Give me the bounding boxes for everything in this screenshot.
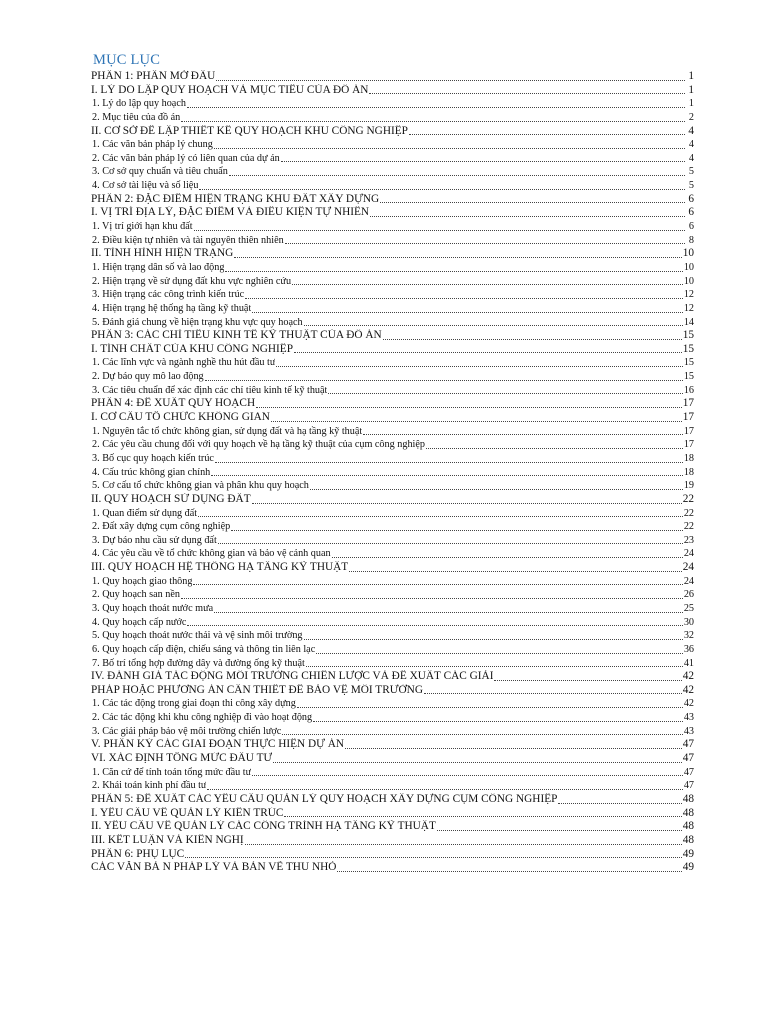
toc-page-number: 18 xyxy=(683,466,694,478)
toc-page-number: 15 xyxy=(682,329,694,342)
toc-page-number: 47 xyxy=(683,766,694,778)
dot-leader xyxy=(437,821,682,831)
dot-leader xyxy=(229,166,685,176)
toc-entry-text: 3. Các giải pháp bảo vệ môi trường chiến lược xyxy=(92,725,282,737)
toc-entry-text: 1. Các tác động trong giai đoạn thi công xây dựng xyxy=(92,698,296,710)
toc-page-number: 17 xyxy=(682,397,694,410)
dot-leader xyxy=(297,698,683,708)
dot-leader xyxy=(181,112,685,122)
toc-page-number: 4 xyxy=(688,152,694,164)
dot-leader xyxy=(337,862,681,872)
toc-page-number: 6 xyxy=(688,206,694,219)
toc-entry[interactable] xyxy=(91,220,694,234)
toc-page-number: 17 xyxy=(682,411,694,424)
dot-leader xyxy=(211,466,683,476)
toc-entry-text: PHẦN 4: ĐỀ XUẤT QUY HOẠCH xyxy=(91,397,256,410)
dot-leader xyxy=(194,221,685,231)
toc-entry[interactable] xyxy=(91,384,694,398)
dot-leader xyxy=(218,534,683,544)
toc-page-number: 2 xyxy=(688,111,694,123)
dot-leader xyxy=(409,125,685,135)
toc-page-number: 18 xyxy=(683,452,694,464)
toc-entry-text: 2. Các yêu cầu chung đối với quy hoạch về hạ tầng kỹ thuật của cụm công nghiệp xyxy=(92,439,425,451)
toc-entry[interactable] xyxy=(91,779,694,793)
toc-entry-text: I. LÝ DO LẬP QUY HOẠCH VÀ MỤC TIÊU CỦA ĐỒ ÁN xyxy=(91,83,369,96)
dot-leader xyxy=(284,807,681,817)
dot-leader xyxy=(380,193,685,203)
toc-entry[interactable] xyxy=(91,138,694,152)
toc-entry[interactable] xyxy=(91,234,694,248)
toc-entry-text: 3. Hiện trạng các công trình kiến trúc xyxy=(92,289,245,301)
dot-leader xyxy=(198,507,683,517)
toc-entry[interactable] xyxy=(91,643,694,657)
toc-entry-text: PHẦN 5: ĐỀ XUẤT CÁC YÊU CẦU QUẢN LÝ QUY HOẠCH XÂY DỰNG CỤM CÔNG NGHIỆP xyxy=(91,792,558,805)
toc-entry-text: 1. Quy hoạch giao thông xyxy=(92,575,193,587)
toc-entry[interactable] xyxy=(91,588,694,602)
toc-page-number: 47 xyxy=(682,752,694,765)
toc-page-number: 48 xyxy=(682,806,694,819)
toc-page-number: 12 xyxy=(683,302,694,314)
toc-entry[interactable] xyxy=(91,547,694,561)
toc-entry[interactable] xyxy=(91,193,694,207)
toc-entry-text: PHẦN 6: PHỤ LỤC xyxy=(91,847,185,860)
toc-page-number: 19 xyxy=(683,480,694,492)
dot-leader xyxy=(282,725,683,735)
toc-entry[interactable] xyxy=(91,152,694,166)
toc-entry-text: 2. Dự báo quy mô lao động xyxy=(92,371,204,383)
toc-page-number: 10 xyxy=(682,247,694,260)
toc-entry-text: 5. Đánh giá chung về hiện trạng khu vực quy hoạch xyxy=(92,316,303,328)
toc-page-number: 42 xyxy=(682,670,694,683)
dot-leader xyxy=(252,303,683,313)
toc-entry-text: V. PHÂN KỲ CÁC GIAI ĐOẠN THỰC HIỆN DỰ ÁN xyxy=(91,738,345,751)
dot-leader xyxy=(205,371,683,381)
dot-leader xyxy=(294,343,682,353)
toc-entry-text: I. VỊ TRÍ ĐỊA LÝ, ĐẶC ĐIỂM VÀ ĐIỀU KIỆN TỰ NHIÊN xyxy=(91,206,370,219)
toc-entry[interactable] xyxy=(91,70,694,84)
toc-page-number: 5 xyxy=(688,166,694,178)
toc-entry[interactable] xyxy=(91,316,694,330)
toc-entry-text: 3. Quy hoạch thoát nước mưa xyxy=(92,602,214,614)
toc-page-number: 42 xyxy=(682,683,694,696)
dot-leader xyxy=(370,207,685,217)
toc-entry[interactable] xyxy=(91,507,694,521)
toc-entry[interactable] xyxy=(91,793,694,807)
toc-entry-text: 3. Các tiêu chuẩn để xác định các chỉ tiêu kinh tế kỹ thuật xyxy=(92,384,328,396)
dot-leader xyxy=(214,603,683,613)
toc-page-number: 8 xyxy=(688,234,694,246)
toc-entry[interactable] xyxy=(91,766,694,780)
toc-entry-text: III. QUY HOẠCH HỆ THỐNG HẠ TẦNG KỸ THUẬT xyxy=(91,561,349,574)
toc-entry[interactable] xyxy=(91,848,694,862)
toc-page-number: 30 xyxy=(683,616,694,628)
toc-page-number: 22 xyxy=(683,521,694,533)
dot-leader xyxy=(494,671,681,681)
toc-page-number: 47 xyxy=(682,738,694,751)
toc-entry[interactable] xyxy=(91,561,694,575)
toc-entry[interactable] xyxy=(91,711,694,725)
toc-entry-text: PHÁP HOẶC PHƯƠNG ÁN CẦN THIẾT ĐỂ BẢO VỆ MÔI TRƯỜNG xyxy=(91,683,423,696)
dot-leader xyxy=(558,794,681,804)
toc-entry[interactable] xyxy=(91,602,694,616)
toc-page-number: 1 xyxy=(688,70,694,82)
toc-entry[interactable] xyxy=(91,288,694,302)
toc-entry-text: 2. Khái toán kinh phí đầu tư xyxy=(92,780,207,792)
toc-entry-text: II. CƠ SỞ ĐỂ LẬP THIẾT KẾ QUY HOẠCH KHU CÔNG NGHIỆP xyxy=(91,124,408,137)
toc-page-number: 48 xyxy=(682,820,694,833)
toc-entry-text: 4. Hiện trạng hệ thống hạ tầng kỹ thuật xyxy=(92,302,252,314)
toc-entry-text: 4. Cấu trúc không gian chính xyxy=(92,466,211,478)
toc-page-number: 1 xyxy=(688,98,694,110)
dot-leader xyxy=(181,589,683,599)
toc-entry[interactable] xyxy=(91,479,694,493)
toc-page-number: 14 xyxy=(683,316,694,328)
dot-leader xyxy=(252,766,683,776)
dot-leader xyxy=(304,316,683,326)
toc-entry-text: 2. Quy hoạch san nền xyxy=(92,589,180,601)
dot-leader xyxy=(328,384,682,394)
toc-page-number: 10 xyxy=(683,275,694,287)
toc-page-number: 49 xyxy=(682,847,694,860)
dot-leader xyxy=(285,234,685,244)
toc-entry[interactable] xyxy=(91,438,694,452)
dot-leader xyxy=(383,330,682,340)
dot-leader xyxy=(256,398,682,408)
toc-entry-text: PHẦN 3: CÁC CHỈ TIÊU KINH TẾ KỸ THUẬT CỦA ĐỒ ÁN xyxy=(91,329,382,342)
dot-leader xyxy=(193,575,682,585)
toc-page-number: 15 xyxy=(683,371,694,383)
toc-page-number: 24 xyxy=(683,575,694,587)
toc-entry-text: PHẦN 2: ĐẶC ĐIỂM HIỆN TRẠNG KHU ĐẤT XÂY DỰNG xyxy=(91,192,380,205)
toc-entry-text: 1. Các lĩnh vực và ngành nghề thu hút đầu tư xyxy=(92,357,276,369)
toc-entry[interactable] xyxy=(91,807,694,821)
toc-page-number: 22 xyxy=(683,507,694,519)
toc-entry-text: 4. Quy hoạch cấp nước xyxy=(92,616,187,628)
toc-page-number: 1 xyxy=(688,83,694,96)
toc-entry-text: 1. Căn cứ để tính toán tổng mức đầu tư xyxy=(92,766,252,778)
toc-entry-text: 1. Lý do lập quy hoạch xyxy=(92,98,186,110)
toc-entry-text: 5. Quy hoạch thoát nước thải và vệ sinh môi trường xyxy=(92,630,303,642)
toc-entry[interactable] xyxy=(91,179,694,193)
dot-leader xyxy=(276,357,682,367)
toc-page-number: 48 xyxy=(682,792,694,805)
toc-entry[interactable] xyxy=(91,343,694,357)
dot-leader xyxy=(345,739,682,749)
dot-leader xyxy=(313,712,683,722)
dot-leader xyxy=(231,521,683,531)
toc-page-number: 16 xyxy=(683,384,694,396)
toc-entry-text: 7. Bố trí tổng hợp đường dây và đường ống kỹ thuật xyxy=(92,657,305,669)
dot-leader xyxy=(281,152,685,162)
toc-page-number: 42 xyxy=(683,698,694,710)
toc-page-number: 43 xyxy=(683,725,694,737)
toc-entry[interactable] xyxy=(91,684,694,698)
toc-entry[interactable] xyxy=(91,261,694,275)
dot-leader xyxy=(252,494,682,504)
toc-entry[interactable] xyxy=(91,834,694,848)
toc-entry[interactable] xyxy=(91,861,694,875)
toc-entry[interactable] xyxy=(91,493,694,507)
toc-page-number: 10 xyxy=(683,261,694,273)
dot-leader xyxy=(199,180,685,190)
toc-entry[interactable] xyxy=(91,466,694,480)
toc-entry-text: III. KẾT LUẬN VÀ KIẾN NGHỊ xyxy=(91,833,244,846)
toc-entry[interactable] xyxy=(91,520,694,534)
toc-entry-text: 2. Mục tiêu của đồ án xyxy=(92,111,181,123)
toc-entry-text: CÁC VĂN BẢ N PHÁP LÝ VÀ BẢN VẼ THU NHỎ xyxy=(91,861,337,874)
toc-entry-text: IV. ĐÁNH GIÁ TÁC ĐỘNG MÔI TRƯỜNG CHIẾN LƯỢC VÀ ĐỀ XUẤT CÁC GIẢI xyxy=(91,670,494,683)
toc-entry[interactable] xyxy=(91,84,694,98)
toc-entry[interactable] xyxy=(91,247,694,261)
toc-entry-text: 3. Cơ sở quy chuẩn và tiêu chuẩn xyxy=(92,166,228,178)
dot-leader xyxy=(187,616,682,626)
toc-page-number: 15 xyxy=(683,357,694,369)
toc-page-number: 26 xyxy=(683,589,694,601)
toc-page-number: 36 xyxy=(683,643,694,655)
dot-leader xyxy=(215,453,683,463)
toc-entry-text: 5. Cơ cấu tổ chức không gian và phân khu quy hoạch xyxy=(92,480,309,492)
dot-leader xyxy=(225,262,682,272)
toc-page-number: 22 xyxy=(682,492,694,505)
toc-entry-text: 1. Vị trí giới hạn khu đất xyxy=(92,221,193,233)
dot-leader xyxy=(306,657,683,667)
toc-entry[interactable] xyxy=(91,275,694,289)
dot-leader xyxy=(216,71,685,81)
toc-entry[interactable] xyxy=(91,657,694,671)
toc-page-number: 12 xyxy=(683,289,694,301)
toc-entry[interactable] xyxy=(91,697,694,711)
dot-leader xyxy=(273,753,681,763)
dot-leader xyxy=(234,248,681,258)
dot-leader xyxy=(332,548,683,558)
toc-entry-text: I. CƠ CẤU TỔ CHỨC KHÔNG GIAN xyxy=(91,411,270,424)
table-of-contents xyxy=(91,70,694,875)
toc-page-number: 49 xyxy=(682,861,694,874)
dot-leader xyxy=(187,98,685,108)
toc-entry-text: 1. Các văn bản pháp lý chung xyxy=(92,139,213,151)
dot-leader xyxy=(363,425,683,435)
toc-entry-text: 1. Hiện trạng dân số và lao động xyxy=(92,261,225,273)
dot-leader xyxy=(245,289,683,299)
toc-page-number: 48 xyxy=(682,833,694,846)
dot-leader xyxy=(369,84,685,94)
toc-entry[interactable] xyxy=(91,629,694,643)
toc-entry[interactable] xyxy=(91,165,694,179)
toc-page-number: 15 xyxy=(682,342,694,355)
dot-leader xyxy=(349,562,682,572)
toc-entry[interactable] xyxy=(91,820,694,834)
toc-page-number: 6 xyxy=(688,192,694,205)
toc-page-number: 32 xyxy=(683,630,694,642)
toc-page-number: 24 xyxy=(682,561,694,574)
toc-entry[interactable] xyxy=(91,425,694,439)
toc-entry-text: I. YÊU CẦU VỀ QUẢN LÝ KIẾN TRÚC xyxy=(91,806,284,819)
toc-entry[interactable] xyxy=(91,397,694,411)
toc-entry[interactable] xyxy=(91,752,694,766)
toc-page-number: 41 xyxy=(683,657,694,669)
toc-entry[interactable] xyxy=(91,356,694,370)
toc-entry-text: 2. Các văn bản pháp lý có liên quan của dự án xyxy=(92,152,280,164)
toc-page-number: 25 xyxy=(683,602,694,614)
dot-leader xyxy=(207,780,682,790)
toc-entry[interactable] xyxy=(91,575,694,589)
toc-page-number: 23 xyxy=(683,534,694,546)
toc-page-number: 43 xyxy=(683,712,694,724)
dot-leader xyxy=(271,412,682,422)
toc-entry-text: 2. Các tác động khi khu công nghiệp đi vào hoạt động xyxy=(92,712,313,724)
toc-entry[interactable] xyxy=(91,738,694,752)
dot-leader xyxy=(245,835,682,845)
toc-entry-text: 2. Đất xây dựng cụm công nghiệp xyxy=(92,521,231,533)
toc-page-number: 17 xyxy=(683,439,694,451)
toc-entry-text: I. TÍNH CHẤT CỦA KHU CÔNG NGHIỆP xyxy=(91,342,293,355)
toc-entry-text: 1. Quan điểm sử dụng đất xyxy=(92,507,198,519)
toc-entry-text: VI. XÁC ĐỊNH TỔNG MỨC ĐẦU TƯ xyxy=(91,752,273,765)
toc-entry-text: 2. Hiện trạng về sử dụng đất khu vực nghiên cứu xyxy=(92,275,292,287)
dot-leader xyxy=(304,630,683,640)
toc-entry[interactable] xyxy=(91,111,694,125)
toc-entry[interactable] xyxy=(91,452,694,466)
toc-page-number: 4 xyxy=(688,124,694,137)
dot-leader xyxy=(292,275,683,285)
toc-entry-text: 6. Quy hoạch cấp điện, chiếu sáng và thông tin liên lạc xyxy=(92,643,316,655)
toc-entry-text: PHẦN 1: PHẦN MỞ ĐẦU xyxy=(91,70,216,82)
dot-leader xyxy=(310,480,683,490)
toc-entry-text: II. TÌNH HÌNH HIỆN TRẠNG xyxy=(91,247,234,260)
toc-entry[interactable] xyxy=(91,411,694,425)
dot-leader xyxy=(426,439,683,449)
dot-leader xyxy=(214,139,685,149)
toc-entry-text: 3. Bố cục quy hoạch kiến trúc xyxy=(92,452,214,464)
toc-entry[interactable] xyxy=(91,125,694,139)
toc-entry[interactable] xyxy=(91,670,694,684)
toc-entry-text: 3. Dự báo nhu cầu sử dụng đất xyxy=(92,534,217,546)
toc-page-number: 17 xyxy=(683,425,694,437)
dot-leader xyxy=(185,848,681,858)
toc-entry-text: 4. Các yêu cầu về tổ chức không gian và bảo vệ cảnh quan xyxy=(92,548,331,560)
toc-page-number: 24 xyxy=(683,548,694,560)
toc-entry-text: 1. Nguyên tắc tổ chức không gian, sử dụng đất và hạ tầng kỹ thuật xyxy=(92,425,363,437)
toc-title: MỤC LỤC xyxy=(93,52,161,68)
dot-leader xyxy=(424,684,682,694)
toc-entry-text: II. YÊU CẦU VỀ QUẢN LÝ CÁC CÔNG TRÌNH HẠ TẦNG KỸ THUẬT xyxy=(91,820,436,833)
dot-leader xyxy=(316,644,683,654)
toc-page-number: 5 xyxy=(688,180,694,192)
toc-entry-text: 4. Cơ sở tài liệu và số liệu xyxy=(92,180,199,192)
toc-entry[interactable] xyxy=(91,97,694,111)
toc-entry[interactable] xyxy=(91,616,694,630)
toc-entry[interactable] xyxy=(91,302,694,316)
toc-entry[interactable] xyxy=(91,206,694,220)
toc-entry[interactable] xyxy=(91,370,694,384)
toc-entry[interactable] xyxy=(91,329,694,343)
toc-entry-text: II. QUY HOẠCH SỬ DỤNG ĐẤT xyxy=(91,492,251,505)
toc-entry[interactable] xyxy=(91,534,694,548)
toc-entry-text: 2. Điều kiện tự nhiên và tài nguyên thiên nhiên xyxy=(92,234,284,246)
toc-page-number: 4 xyxy=(688,139,694,151)
toc-page-number: 47 xyxy=(683,780,694,792)
toc-entry[interactable] xyxy=(91,725,694,739)
toc-page-number: 6 xyxy=(688,221,694,233)
